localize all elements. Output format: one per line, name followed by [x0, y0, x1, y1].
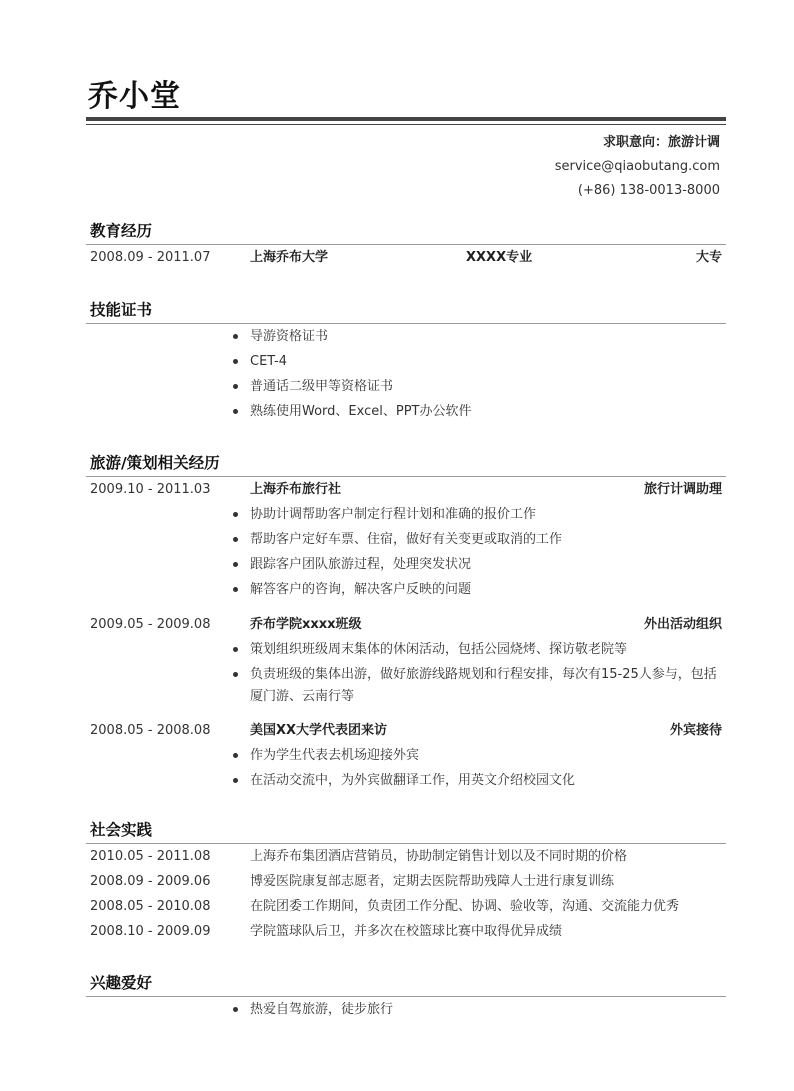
- experience-entry: [86, 718, 726, 793]
- list-item: 作为学生代表去机场迎接外宾: [86, 743, 726, 768]
- section-title: 社会实践: [86, 817, 726, 844]
- list-item: 热爱自驾旅游，徒步旅行: [86, 997, 726, 1022]
- experience-date: 2009.05 - 2009.08: [90, 617, 211, 632]
- section-title: 教育经历: [86, 218, 726, 245]
- practice-date: 2008.05 - 2010.08: [90, 899, 211, 914]
- practice-desc: 在院团委工作期间，负责团工作分配、协调、验收等，沟通、交流能力优秀: [250, 899, 680, 914]
- list-item-text: 负责班级的集体出游，做好旅游线路规划和行程安排，每次有15-25人参与，包括厦门游、云南行等: [250, 667, 717, 704]
- header-divider-thick: [86, 117, 726, 121]
- list-item: 熟练使用Word、Excel、PPT办公软件: [86, 399, 726, 424]
- major-name: XXXX专业: [466, 250, 533, 265]
- skills-section: [86, 297, 726, 424]
- experience-header-row: [86, 477, 726, 502]
- experience-header-row: [86, 718, 726, 743]
- experience-org: 美国XX大学代表团来访: [250, 723, 388, 738]
- list-item: 帮助客户定好车票、住宿，做好有关变更或取消的工作: [86, 527, 726, 552]
- practice-date: 2008.10 - 2009.09: [90, 924, 211, 939]
- list-item: 跟踪客户团队旅游过程，处理突发状况: [86, 552, 726, 577]
- list-item: 导游资格证书: [86, 324, 726, 349]
- job-intent: 求职意向：旅游计调: [602, 135, 720, 150]
- experience-section: [86, 450, 726, 793]
- list-item: 普通话二级甲等资格证书: [86, 374, 726, 399]
- experience-role: 外宾接待: [669, 723, 722, 738]
- email-text: service@qiaobutang.com: [554, 159, 720, 174]
- practice-date: 2010.05 - 2011.08: [90, 849, 211, 864]
- experience-entry: [86, 477, 726, 602]
- experience-bullets: [86, 743, 726, 793]
- skills-list: [86, 324, 726, 424]
- list-item: 策划组织班级周末集体的休闲活动，包括公园烧烤、探访敬老院等: [86, 637, 726, 662]
- hobbies-section: [86, 970, 726, 1022]
- list-item: [86, 662, 726, 708]
- experience-bullets: [86, 637, 726, 708]
- contact-block: [555, 131, 720, 203]
- experience-entry: [86, 612, 726, 708]
- practice-desc: 上海乔布集团酒店营销员，协助制定销售计划以及不同时期的价格: [250, 849, 628, 864]
- practice-row: [86, 844, 726, 869]
- degree-label: 大专: [695, 250, 722, 265]
- education-row: [86, 245, 726, 270]
- practice-desc: 博爱医院康复部志愿者，定期去医院帮助残障人士进行康复训练: [250, 874, 615, 889]
- experience-date: 2008.05 - 2008.08: [90, 723, 211, 738]
- candidate-name: 乔小堂: [88, 79, 181, 114]
- education-date: 2008.09 - 2011.07: [90, 250, 211, 265]
- section-title: 旅游/策划相关经历: [86, 450, 726, 477]
- experience-org: 乔布学院xxxx班级: [250, 617, 362, 632]
- practice-desc: 学院篮球队后卫，并多次在校篮球比赛中取得优异成绩: [250, 924, 563, 939]
- experience-role: 旅行计调助理: [643, 482, 722, 497]
- practice-row: [86, 869, 726, 894]
- practice-date: 2008.09 - 2009.06: [90, 874, 211, 889]
- practice-section: [86, 817, 726, 944]
- phone-text: (+86) 138-0013-8000: [577, 183, 720, 198]
- list-item: CET-4: [86, 349, 726, 374]
- list-item: 协助计调帮助客户制定行程计划和准确的报价工作: [86, 502, 726, 527]
- experience-date: 2009.10 - 2011.03: [90, 482, 211, 497]
- experience-role: 外出活动组织: [643, 617, 722, 632]
- experience-bullets: [86, 502, 726, 602]
- practice-row: [86, 894, 726, 919]
- education-section: [86, 218, 726, 270]
- experience-header-row: [86, 612, 726, 637]
- list-item: 在活动交流中，为外宾做翻译工作，用英文介绍校园文化: [86, 768, 726, 793]
- section-title: 兴趣爱好: [86, 970, 726, 997]
- experience-org: 上海乔布旅行社: [250, 482, 342, 497]
- list-item: 解答客户的咨询，解决客户反映的问题: [86, 577, 726, 602]
- school-name: 上海乔布大学: [250, 250, 329, 265]
- section-title: 技能证书: [86, 297, 726, 324]
- hobbies-list: [86, 997, 726, 1022]
- header-divider-thin: [86, 124, 726, 125]
- practice-row: [86, 919, 726, 944]
